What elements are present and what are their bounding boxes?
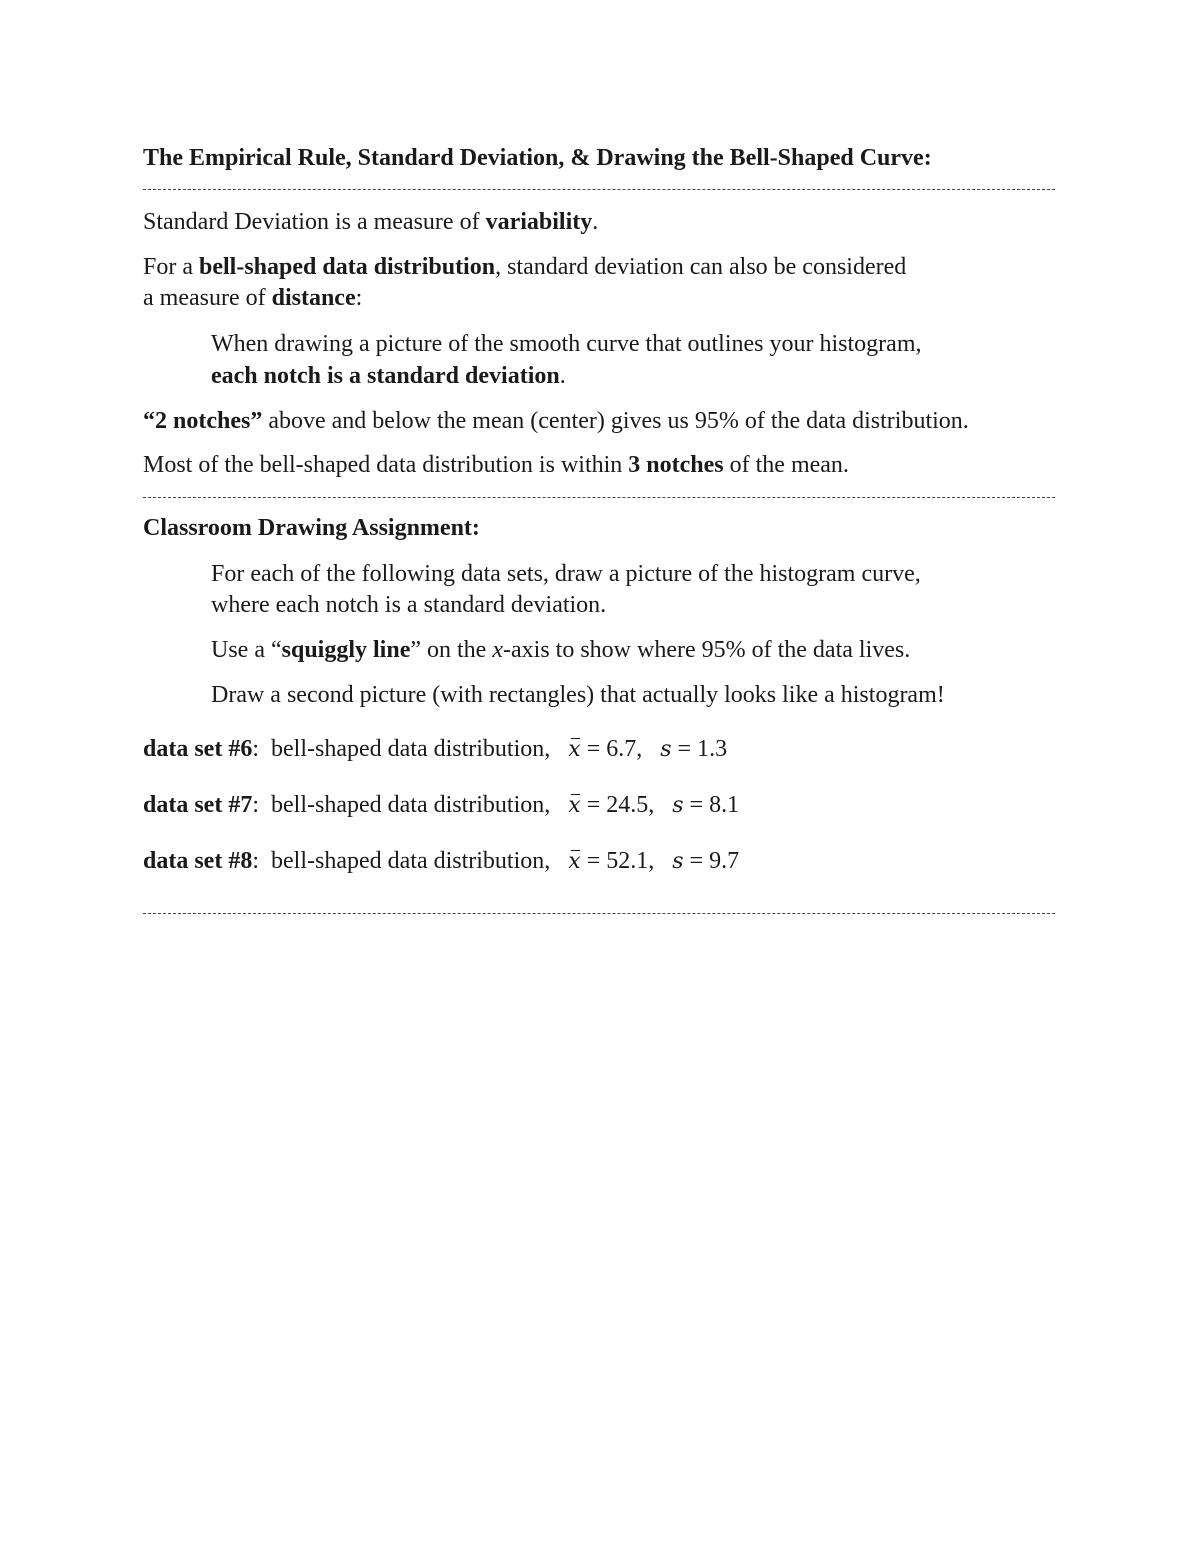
sd-text-bold: variability xyxy=(485,209,593,235)
squiggly-pre: Use a “ xyxy=(211,637,282,663)
dataset-label: data set #6 xyxy=(143,736,253,762)
x-bar-symbol: x xyxy=(568,847,580,877)
two-notches-line xyxy=(143,406,969,436)
s-symbol: s xyxy=(660,737,672,762)
dataset-label: data set #8 xyxy=(143,848,253,874)
squiggly-post: -axis to show where 95% of the data lives. xyxy=(503,637,911,663)
two-notches-bold: “2 notches” xyxy=(143,408,263,434)
squiggly-mid: ” on the xyxy=(410,637,493,663)
s-symbol: s xyxy=(672,793,684,818)
squiggly-line-instruction xyxy=(211,635,910,665)
equals-sign: = xyxy=(580,792,607,818)
three-notches-pre: Most of the bell-shaped data distribution is within xyxy=(143,452,629,478)
dataset-colon: : xyxy=(252,736,259,762)
assignment-line-1: For each of the following data sets, draw a picture of the histogram curve, xyxy=(211,561,921,587)
two-notches-post: above and below the mean (center) gives us 95% of the data distribution. xyxy=(262,408,969,434)
distance-text-bold: distance xyxy=(271,285,356,311)
notch-text-bold: each notch is a standard deviation xyxy=(211,363,560,389)
dataset-mean: 52.1, xyxy=(606,848,655,874)
three-notches-bold: 3 notches xyxy=(628,452,724,478)
dashed-divider-2 xyxy=(143,497,1055,498)
bell-text-post: , standard deviation can also be considered xyxy=(495,254,907,280)
notch-line-1: When drawing a picture of the smooth curve that outlines your histogram, xyxy=(211,331,922,357)
distance-text-pre: a measure of xyxy=(143,285,272,311)
assignment-heading-text: Classroom Drawing Assignment: xyxy=(143,515,480,541)
dataset-mean: 6.7, xyxy=(606,736,643,762)
three-notches-line xyxy=(143,450,849,480)
dataset-row xyxy=(143,790,739,821)
dashed-divider-3 xyxy=(143,913,1055,914)
dataset-row xyxy=(143,846,739,877)
equals-sign: = xyxy=(580,848,607,874)
notch-text-post: . xyxy=(559,363,566,389)
s-symbol: s xyxy=(672,849,684,874)
equals-sign: = xyxy=(671,736,698,762)
dataset-colon: : xyxy=(252,848,259,874)
bell-shaped-line xyxy=(143,252,906,282)
x-bar-symbol: x xyxy=(568,735,580,765)
squiggly-bold: squiggly line xyxy=(281,637,411,663)
dataset-description: bell-shaped data distribution, xyxy=(271,792,551,818)
sd-text-pre: Standard Deviation is a measure of xyxy=(143,209,486,235)
dataset-description: bell-shaped data distribution, xyxy=(271,736,551,762)
page-title: The Empirical Rule, Standard Deviation, & Drawing the Bell-Shaped Curve: xyxy=(143,145,932,171)
bell-text-pre: For a xyxy=(143,254,199,280)
dataset-sd: 8.1 xyxy=(709,792,740,818)
dataset-colon: : xyxy=(252,792,259,818)
assignment-heading xyxy=(143,513,480,543)
distance-line xyxy=(143,283,362,313)
bell-text-bold: bell-shaped data distribution xyxy=(199,254,496,280)
dataset-mean: 24.5, xyxy=(606,792,655,818)
dataset-sd: 1.3 xyxy=(697,736,728,762)
equals-sign: = xyxy=(580,736,607,762)
x-bar-symbol: x xyxy=(568,791,580,821)
notch-line-2 xyxy=(211,361,566,391)
dataset-description: bell-shaped data distribution, xyxy=(271,848,551,874)
distance-text-post: : xyxy=(355,285,363,311)
dataset-label: data set #7 xyxy=(143,792,253,818)
three-notches-post: of the mean. xyxy=(723,452,849,478)
equals-sign: = xyxy=(683,792,710,818)
assignment-line-2: where each notch is a standard deviation. xyxy=(211,592,607,618)
histogram-instruction: Draw a second picture (with rectangles) that actually looks like a histogram! xyxy=(211,682,945,708)
dataset-sd: 9.7 xyxy=(709,848,740,874)
sd-variability-line xyxy=(143,207,598,237)
equals-sign: = xyxy=(683,848,710,874)
dashed-divider-1 xyxy=(143,189,1055,190)
dataset-row xyxy=(143,734,727,765)
x-axis-symbol: x xyxy=(492,637,503,663)
sd-text-post: . xyxy=(592,209,599,235)
